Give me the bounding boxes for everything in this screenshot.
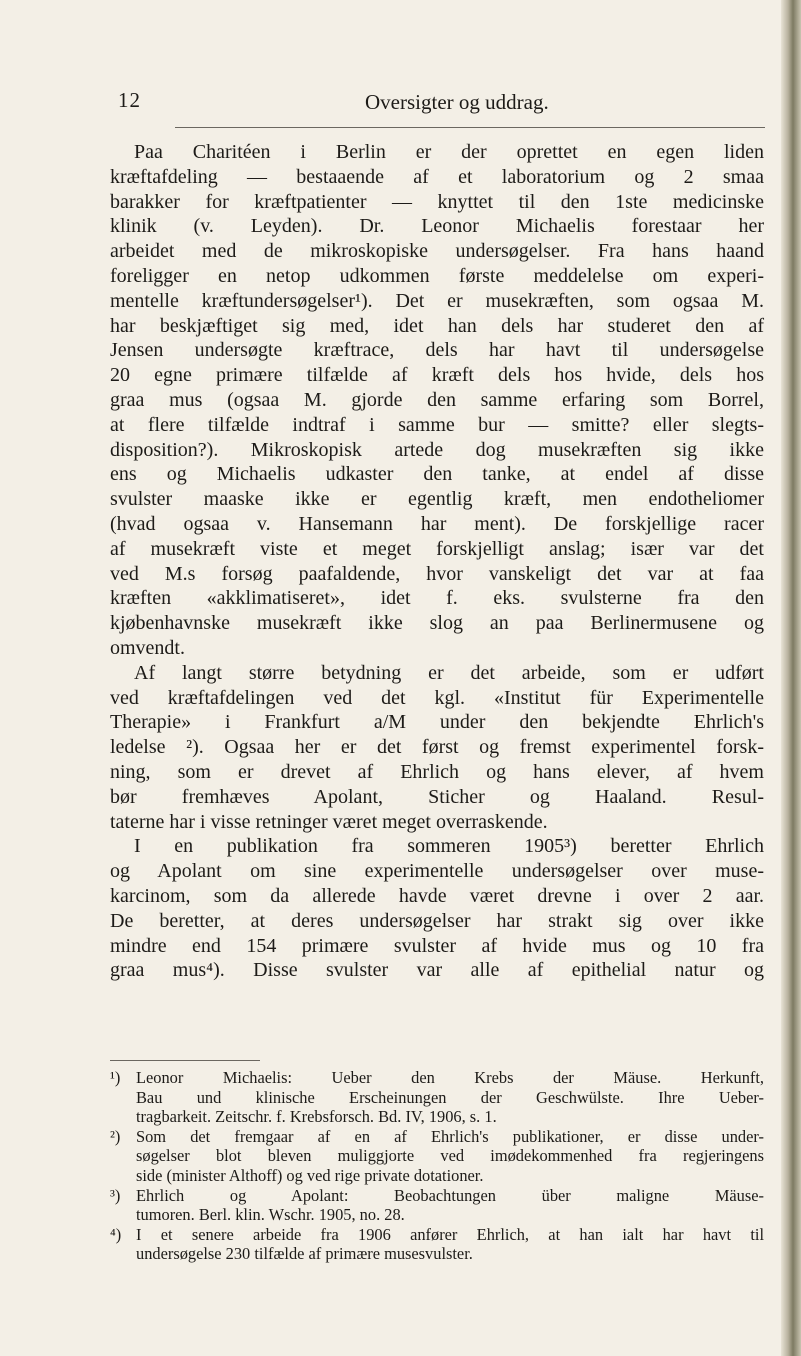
footnote-2-line: side (minister Althoff) og ved rige private dotationer. bbox=[136, 1165, 484, 1185]
footnote-1-mark: ¹) bbox=[110, 1068, 121, 1087]
footnote-3-line: tumoren. Berl. klin. Wschr. 1905, no. 28. bbox=[136, 1205, 405, 1225]
footnote-3-mark: ³) bbox=[110, 1185, 121, 1205]
text-line: disposition?). Mikroskopisk artede dog musekræften sig ikke bbox=[110, 438, 764, 461]
text-line: at flere tilfælde indtraf i samme bur — smitte? eller slegts- bbox=[110, 413, 764, 436]
text-line: I en publikation fra sommeren 1905³) beretter Ehrlich bbox=[134, 835, 764, 858]
text-line: kræftafdeling — bestaaende af et laboratorium og 2 smaa bbox=[110, 165, 764, 188]
running-title: Oversigter og uddrag. bbox=[365, 90, 549, 114]
text-line: mentelle kræftundersøgelser¹). Det er musekræften, som ogsaa M. bbox=[110, 289, 764, 312]
text-line: graa mus⁴). Disse svulster var alle af epithelial natur og bbox=[110, 959, 764, 982]
text-line: Therapie» i Frankfurt a/M under den bekjendte Ehrlich's bbox=[110, 711, 764, 734]
footnote-2-line bbox=[110, 1127, 764, 1147]
text-line: ledelse ²). Ogsaa her er det først og fremst experimentel forsk- bbox=[110, 736, 764, 759]
text-line: kræften «akklimatiseret», idet f. eks. svulsterne fra den bbox=[110, 587, 764, 610]
text-line: graa mus (ogsaa M. gjorde den samme erfaring som Borrel, bbox=[110, 388, 764, 411]
text-line: og Apolant om sine experimentelle undersøgelser over muse- bbox=[110, 860, 764, 883]
text-line: mindre end 154 primære svulster af hvide mus og 10 fra bbox=[110, 934, 764, 957]
footnote-3-text: Ehrlich og Apolant: Beobachtungen über maligne Mäuse- bbox=[136, 1185, 764, 1205]
page-header bbox=[0, 88, 780, 118]
text-line: ved M.s forsøg paafaldende, hvor vanskeligt det var at faa bbox=[110, 562, 764, 585]
footnote-4-text: I et senere arbeide fra 1906 anfører Ehrlich, at han ialt har havt til bbox=[136, 1224, 764, 1244]
text-line: 20 egne primære tilfælde af kræft dels hos hvide, dels hos bbox=[110, 364, 764, 387]
text-line: kjøbenhavnske musekræft ikke slog an paa Berlinermusene og bbox=[110, 612, 764, 635]
text-line: ning, som er drevet af Ehrlich og hans elever, af hvem bbox=[110, 760, 764, 783]
text-line: klinik (v. Leyden). Dr. Leonor Michaelis forestaar her bbox=[110, 215, 764, 238]
page-edge-shadow bbox=[781, 0, 801, 1356]
footnote-1-line: Bau und klinische Erscheinungen der Geschwülste. Ihre Ueber- bbox=[136, 1087, 764, 1107]
text-line: Jensen undersøgte kræftrace, dels har havt til undersøgelse bbox=[110, 339, 764, 362]
text-line: Paa Charitéen i Berlin er der oprettet en egen liden bbox=[134, 141, 764, 163]
text-line: (hvad ogsaa v. Hansemann har ment). De forskjellige racer bbox=[110, 512, 764, 535]
text-line: af musekræft viste et meget forskjelligt anslag; især var det bbox=[110, 537, 764, 560]
page-number: 12 bbox=[118, 88, 141, 112]
text-line: har beskjæftiget sig med, idet han dels har studeret den af bbox=[110, 314, 764, 337]
body-text bbox=[110, 140, 764, 983]
text-line: svulster maaske ikke er egentlig kræft, men endotheliomer bbox=[110, 488, 764, 511]
text-line: Af langt større betydning er det arbeide, som er udført bbox=[134, 661, 764, 684]
footnote-2-line: søgelser blot bleven muliggjorte ved imødekommenhed fra regjeringens bbox=[136, 1146, 764, 1166]
text-line: omvendt. bbox=[110, 636, 185, 659]
footnote-1-line: tragbarkeit. Zeitschr. f. Krebsforsch. Bd. IV, 1906, s. 1. bbox=[136, 1107, 497, 1127]
text-line: taterne har i visse retninger været meget overraskende. bbox=[110, 810, 548, 833]
text-line: karcinom, som da allerede havde været drevne i over 2 aar. bbox=[110, 884, 764, 907]
text-line: bør fremhæves Apolant, Sticher og Haaland. Resul- bbox=[110, 785, 764, 808]
text-line: barakker for kræftpatienter — knyttet til den 1ste medicinske bbox=[110, 190, 764, 213]
text-line: arbeidet med de mikroskopiske undersøgelser. Fra hans haand bbox=[110, 240, 764, 263]
text-line: ens og Michaelis udkaster den tanke, at endel af disse bbox=[110, 463, 764, 486]
footnote-1-text: Leonor Michaelis: Ueber den Krebs der Mäuse. Herkunft, bbox=[136, 1068, 764, 1087]
text-line: De beretter, at deres undersøgelser har strakt sig over ikke bbox=[110, 909, 764, 932]
footnote-4-line: undersøgelse 230 tilfælde af primære musesvulster. bbox=[136, 1244, 473, 1264]
footnotes bbox=[110, 1068, 764, 1264]
footnote-4-mark: ⁴) bbox=[110, 1224, 122, 1244]
footnote-rule bbox=[110, 1060, 260, 1061]
footnote-1-line bbox=[110, 1068, 764, 1088]
text-line: ved kræftafdelingen ved det kgl. «Institut für Experimentelle bbox=[110, 686, 764, 709]
footnote-2-text: Som det fremgaar af en af Ehrlich's publikationer, er disse under- bbox=[136, 1126, 764, 1146]
footnote-4-line bbox=[110, 1225, 764, 1245]
text-line: foreligger en netop udkommen første meddelelse om experi- bbox=[110, 264, 764, 287]
header-rule bbox=[175, 127, 765, 128]
footnote-3-line bbox=[110, 1186, 764, 1206]
footnote-2-mark: ²) bbox=[110, 1126, 121, 1146]
